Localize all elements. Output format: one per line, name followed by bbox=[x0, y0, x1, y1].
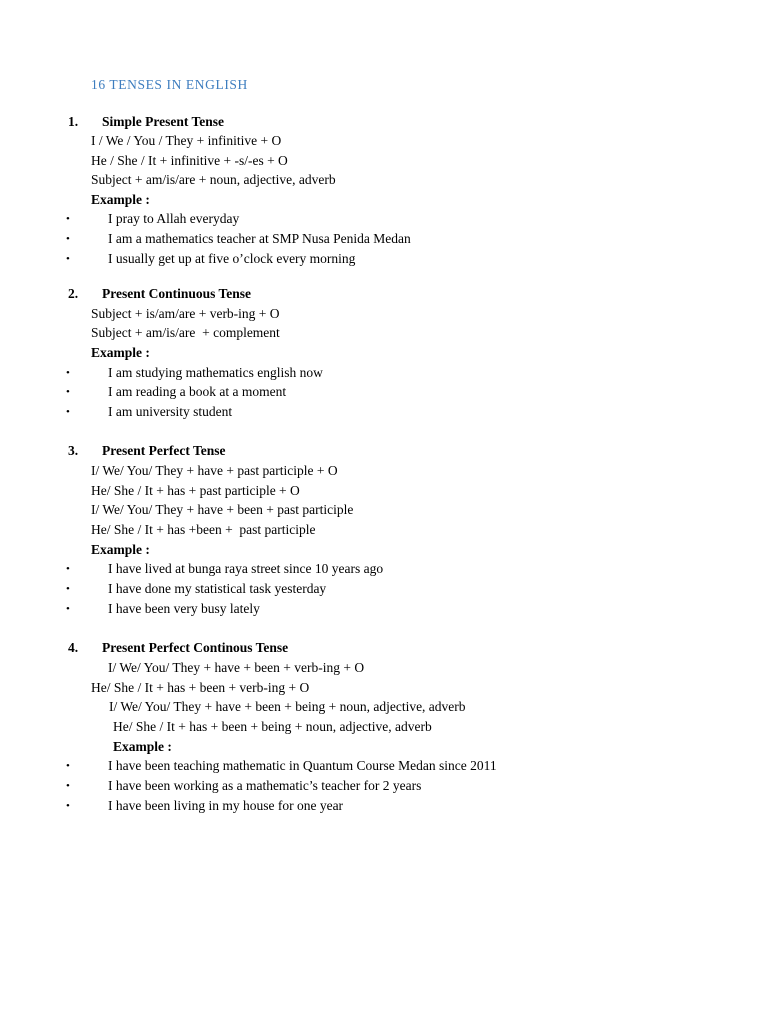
section-2-example-label: Example : bbox=[91, 345, 150, 360]
bullet-icon: • bbox=[66, 233, 70, 245]
section-2-formula-1: Subject + is/am/are + verb-ing + O bbox=[91, 306, 280, 321]
section-3-formula-3: I/ We/ You/ They + have + been + past participle bbox=[91, 502, 354, 517]
section-1-formula-1: I / We / You / They + infinitive + O bbox=[91, 133, 282, 148]
section-4-example-label: Example : bbox=[113, 739, 172, 754]
section-1-example-1: I pray to Allah everyday bbox=[108, 211, 240, 226]
section-2-example-3: I am university student bbox=[108, 404, 233, 419]
bullet-icon: • bbox=[66, 386, 70, 398]
section-3-formula-4: He/ She / It + has +been + past participle bbox=[91, 522, 316, 537]
section-4-formula-1: I/ We/ You/ They + have + been + verb-ing + O bbox=[108, 660, 365, 675]
section-1-heading: Simple Present Tense bbox=[102, 114, 225, 129]
section-2-example-1: I am studying mathematics english now bbox=[108, 365, 323, 380]
section-3-number: 3. bbox=[68, 443, 79, 458]
bullet-icon: • bbox=[66, 603, 70, 615]
section-4-formula-2: He/ She / It + has + been + verb-ing + O bbox=[91, 680, 310, 695]
bullet-icon: • bbox=[66, 800, 70, 812]
section-4-example-1: I have been teaching mathematic in Quantum Course Medan since 2011 bbox=[108, 758, 497, 773]
section-4-number: 4. bbox=[68, 640, 79, 655]
section-3-formula-2: He/ She / It + has + past participle + O bbox=[91, 483, 300, 498]
section-3-heading: Present Perfect Tense bbox=[102, 443, 226, 458]
section-4-formula-3: I/ We/ You/ They + have + been + being + noun, adjective, adverb bbox=[109, 699, 466, 714]
bullet-icon: • bbox=[66, 253, 70, 265]
section-2-heading: Present Continuous Tense bbox=[102, 286, 252, 301]
section-3-formula-1: I/ We/ You/ They + have + past participle + O bbox=[91, 463, 338, 478]
section-2-example-2: I am reading a book at a moment bbox=[108, 384, 287, 399]
section-1-example-2: I am a mathematics teacher at SMP Nusa Penida Medan bbox=[108, 231, 411, 246]
bullet-icon: • bbox=[66, 213, 70, 225]
section-1-example-3: I usually get up at five o’clock every morning bbox=[108, 251, 356, 266]
bullet-icon: • bbox=[66, 583, 70, 595]
bullet-icon: • bbox=[66, 780, 70, 792]
section-3-example-2: I have done my statistical task yesterday bbox=[108, 581, 327, 596]
bullet-icon: • bbox=[66, 563, 70, 575]
bullet-icon: • bbox=[66, 760, 70, 772]
section-4-example-2: I have been working as a mathematic’s teacher for 2 years bbox=[108, 778, 422, 793]
section-1-formula-3: Subject + am/is/are + noun, adjective, adverb bbox=[91, 172, 336, 187]
bullet-icon: • bbox=[66, 367, 70, 379]
section-4-example-3: I have been living in my house for one year bbox=[108, 798, 344, 813]
section-3-example-label: Example : bbox=[91, 542, 150, 557]
section-1-example-label: Example : bbox=[91, 192, 150, 207]
section-1-formula-2: He / She / It + infinitive + -s/-es + O bbox=[91, 153, 288, 168]
section-4-heading: Present Perfect Continous Tense bbox=[102, 640, 289, 655]
section-4-formula-4: He/ She / It + has + been + being + noun, adjective, adverb bbox=[113, 719, 432, 734]
document-title: 16 TENSES IN ENGLISH bbox=[91, 77, 248, 92]
section-2-formula-2: Subject + am/is/are + complement bbox=[91, 325, 280, 340]
section-1-number: 1. bbox=[68, 114, 79, 129]
section-3-example-3: I have been very busy lately bbox=[108, 601, 260, 616]
section-3-example-1: I have lived at bunga raya street since 10 years ago bbox=[108, 561, 384, 576]
bullet-icon: • bbox=[66, 406, 70, 418]
section-2-number: 2. bbox=[68, 286, 79, 301]
